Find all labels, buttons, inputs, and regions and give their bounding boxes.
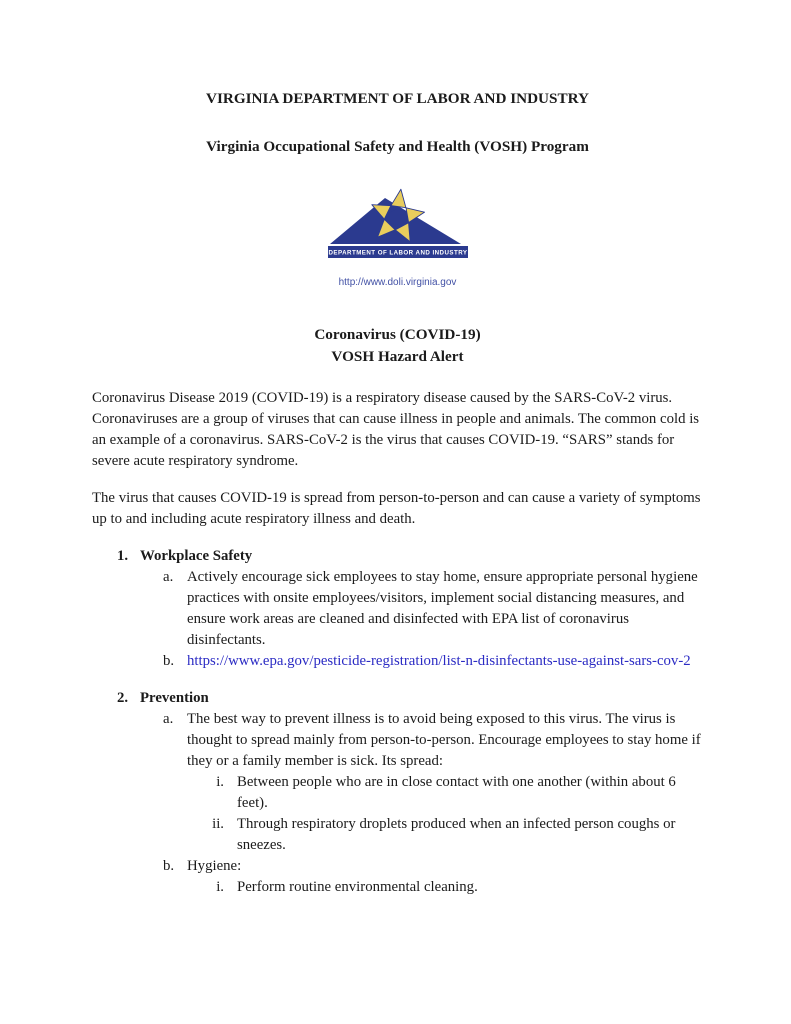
section-heading: Workplace Safety (140, 548, 253, 564)
doli-logo-graphic (328, 185, 468, 259)
list-item (92, 651, 703, 672)
logo-url-text: http://www.doli.virginia.gov (338, 277, 457, 288)
section-heading-row (92, 688, 703, 709)
sub-list-item-marker: i. (216, 879, 224, 895)
doc-title-line1: Coronavirus (COVID-19) (314, 326, 481, 343)
list-item-marker: a. (163, 711, 174, 727)
list-item-marker: a. (163, 569, 174, 585)
section-number: 2. (117, 690, 129, 706)
list-item-text: Hygiene: (187, 858, 242, 874)
section-workplace-safety (92, 546, 703, 672)
sub-list-item-text: Between people who are in close contact with one another (within about 6 feet). (237, 774, 676, 811)
epa-disinfectants-link[interactable]: https://www.epa.gov/pesticide-registration/list-n-disinfectants-use-against-sars-cov-2 (187, 653, 691, 669)
program-subheader: Virginia Occupational Safety and Health (VOSH) Program (206, 138, 589, 155)
section-prevention (92, 688, 703, 898)
sub-list-item-marker: i. (216, 774, 224, 790)
logo-banner-text: DEPARTMENT OF LABOR AND INDUSTRY (328, 249, 467, 257)
sub-list-item (92, 772, 703, 814)
list-item-marker: b. (163, 858, 175, 874)
list-item-text: The best way to prevent illness is to avoid being exposed to this virus. The virus is thought to spread mainly from person-to-person. Encourage employees to stay home if they or a family member is sick. Its spread: (187, 711, 701, 769)
sub-list-item (92, 877, 703, 898)
list-item (92, 567, 703, 651)
document-title (92, 324, 703, 368)
section-heading-row (92, 546, 703, 567)
doli-logo (92, 185, 703, 293)
doc-title-line2: VOSH Hazard Alert (331, 348, 464, 365)
spread-paragraph: The virus that causes COVID-19 is spread from person-to-person and can cause a variety of symptoms up to and including acute respiratory illness and death. (92, 490, 701, 527)
section-heading: Prevention (140, 690, 209, 706)
list-item (92, 856, 703, 877)
intro-paragraph: Coronavirus Disease 2019 (COVID-19) is a respiratory disease caused by the SARS-CoV-2 virus. Coronaviruses are a group of viruses that can cause illness in people and animals. The common cold is an example of a coronavirus. SARS-CoV-2 is the virus that causes COVID-19. “SARS” stands for severe acute respiratory syndrome. (92, 390, 700, 469)
section-number: 1. (117, 548, 129, 564)
list-item-marker: b. (163, 653, 175, 669)
sub-list-item (92, 814, 703, 856)
list-item (92, 709, 703, 772)
sub-list-item-text: Perform routine environmental cleaning. (237, 879, 478, 895)
department-header: VIRGINIA DEPARTMENT OF LABOR AND INDUSTRY (205, 90, 590, 107)
sub-list-item-marker: ii. (212, 816, 224, 832)
sub-list-item-text: Through respiratory droplets produced when an infected person coughs or sneezes. (237, 816, 676, 853)
list-item-text: Actively encourage sick employees to stay home, ensure appropriate personal hygiene practices with onsite employees/visitors, implement social distancing measures, and ensure work areas are cleaned and disinfected with EPA list of coronavirus disinfectants. (187, 569, 698, 648)
